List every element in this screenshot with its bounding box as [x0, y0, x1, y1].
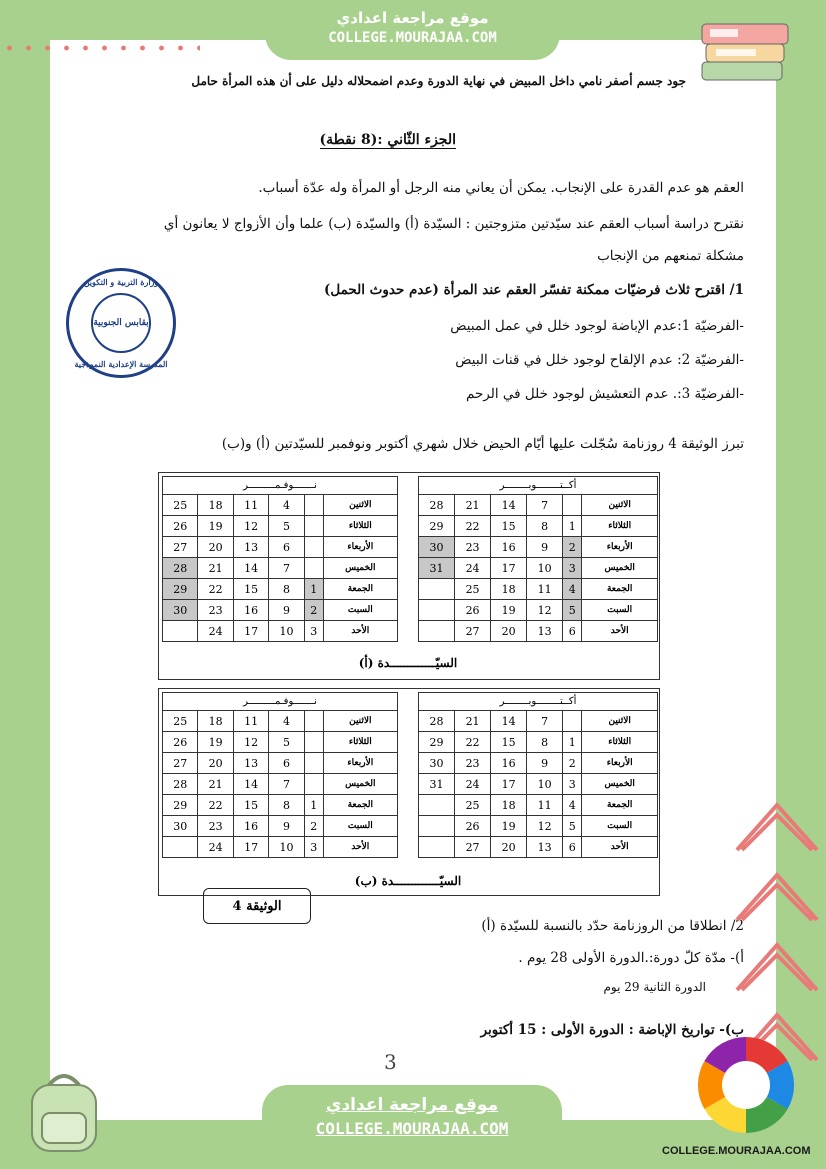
calendar-cell [419, 579, 455, 600]
calendar-cell: 11 [527, 579, 563, 600]
calendar-cell: 3 [563, 774, 582, 795]
calendar-cell: 10 [269, 621, 304, 642]
calendar-cell: 30 [419, 537, 455, 558]
weekday-label: الأحد [323, 837, 397, 858]
calendar-cell: 18 [491, 795, 527, 816]
calendar-cell [304, 558, 323, 579]
school-seal [66, 268, 176, 378]
calendar-cell: 14 [233, 558, 268, 579]
footer-site-tag[interactable]: COLLEGE.MOURAJAA.COM [662, 1145, 811, 1157]
calendar-cell [304, 537, 323, 558]
calendar-a-november [162, 476, 398, 642]
calendar-cell [563, 711, 582, 732]
document-label: الوثيقة 4 [203, 888, 311, 924]
hypothesis-2: -الفرضيّة 2: عدم الإلقاح لوجود خلل في قنات البيض [455, 352, 744, 368]
footer-banner[interactable] [262, 1085, 562, 1155]
calendar-cell: 27 [163, 537, 198, 558]
calendar-row [163, 600, 398, 621]
weekday-label: السبت [323, 816, 397, 837]
calendar-cell: 13 [527, 621, 563, 642]
calendar-cell: 13 [233, 753, 268, 774]
calendar-row [419, 558, 658, 579]
calendar-cell: 7 [269, 558, 304, 579]
calendar-cell: 10 [269, 837, 304, 858]
calendar-row [419, 774, 658, 795]
calendar-cell: 22 [198, 579, 233, 600]
weekday-label: الاثنين [582, 495, 658, 516]
calendar-row [419, 795, 658, 816]
calendar-cell: 24 [455, 774, 491, 795]
weekday-label: الأحد [582, 837, 658, 858]
calendar-cell: 31 [419, 774, 455, 795]
calendar-cell: 16 [491, 753, 527, 774]
calendar-cell: 8 [527, 516, 563, 537]
calendar-cell: 3 [304, 837, 323, 858]
calendar-cell: 29 [163, 579, 198, 600]
calendar-cell: 9 [527, 537, 563, 558]
calendar-cell: 22 [455, 732, 491, 753]
calendar-cell: 14 [491, 711, 527, 732]
calendar-cell: 20 [491, 621, 527, 642]
calendar-cell: 15 [233, 795, 268, 816]
hypothesis-1: -الفرضيّة 1:عدم الإباضة لوجود خلل في عمل المبيض [450, 318, 744, 334]
calendar-cell [304, 732, 323, 753]
calendar-cell: 10 [527, 558, 563, 579]
weekday-label: الثلاثاء [582, 732, 658, 753]
calendar-cell: 8 [269, 579, 304, 600]
answer-2b: ب)- تواريخ الإباضة : الدورة الأولى : 15 أكتوبر [480, 1022, 744, 1038]
calendar-row [163, 558, 398, 579]
weekday-label: الأحد [323, 621, 397, 642]
calendar-cell: 21 [198, 774, 233, 795]
weekday-label: الأربعاء [582, 753, 658, 774]
calendar-cell: 8 [269, 795, 304, 816]
calendar-a-october [418, 476, 658, 642]
answer-2a-second: الدورة الثانية 29 يوم [603, 980, 706, 994]
calendar-cell: 30 [419, 753, 455, 774]
weekday-label: الثلاثاء [323, 516, 397, 537]
calendar-row [163, 753, 398, 774]
calendar-cell: 12 [233, 732, 268, 753]
calendar-cell: 11 [233, 711, 268, 732]
calendar-row [419, 816, 658, 837]
hypothesis-3: -الفرضيّة 3:. عدم التعشيش لوجود خلل في الرحم [465, 386, 744, 402]
calendar-row [419, 732, 658, 753]
footer-site-url[interactable]: COLLEGE.MOURAJAA.COM [315, 1119, 509, 1138]
top-line: جود جسم أصفر نامي داخل المبيض في نهاية الدورة وعدم اضمحلاله دليل على أن هذه المرأة حامل [191, 74, 686, 88]
calendar-cell: 28 [163, 558, 198, 579]
question-2: 2/ انطلاقا من الروزنامة حدّد بالنسبة للسيّدة (أ) [481, 918, 744, 934]
calendar-cell: 26 [163, 516, 198, 537]
calendar-cell: 19 [491, 816, 527, 837]
calendar-cell: 3 [563, 558, 582, 579]
calendar-cell: 30 [163, 816, 198, 837]
books-icon [696, 12, 796, 92]
weekday-label: الجمعة [582, 795, 658, 816]
calendar-cell: 26 [455, 600, 491, 621]
answer-2a: أ)- مدّة كلّ دورة:.الدورة الأولى 28 يوم . [518, 950, 744, 966]
month-label: نـــــــوفـمـــــــــر [163, 477, 398, 495]
calendar-cell: 2 [563, 753, 582, 774]
calendar-cell: 12 [527, 816, 563, 837]
calendar-cell: 6 [563, 837, 582, 858]
calendar-cell: 7 [527, 711, 563, 732]
calendar-row [419, 621, 658, 642]
calendar-cell: 1 [563, 516, 582, 537]
calendar-cell: 24 [455, 558, 491, 579]
calendar-cell: 12 [233, 516, 268, 537]
calendar-cell: 13 [233, 537, 268, 558]
calendar-cell: 15 [491, 732, 527, 753]
calendar-cell: 4 [563, 795, 582, 816]
calendar-cell: 28 [419, 495, 455, 516]
calendar-cell [419, 621, 455, 642]
calendar-cell: 7 [269, 774, 304, 795]
calendar-cell: 17 [233, 621, 268, 642]
footer-site-name: موقع مراجعة اعدادي [325, 1095, 499, 1115]
weekday-label: الخميس [323, 774, 397, 795]
calendar-cell: 13 [527, 837, 563, 858]
site-name: موقع مراجعة اعدادي [336, 9, 489, 27]
calendar-cell: 17 [491, 774, 527, 795]
page-number: 3 [384, 1050, 397, 1074]
calendar-cell: 29 [163, 795, 198, 816]
calendar-cell: 27 [163, 753, 198, 774]
calendar-cell: 10 [527, 774, 563, 795]
calendar-cell: 1 [304, 579, 323, 600]
calendar-cell: 27 [455, 837, 491, 858]
calendar-cell: 11 [527, 795, 563, 816]
calendar-cell [163, 621, 198, 642]
calendar-cell: 23 [455, 753, 491, 774]
calendar-cell: 29 [419, 732, 455, 753]
calendar-row [163, 795, 398, 816]
calendar-cell: 26 [163, 732, 198, 753]
calendar-row [163, 621, 398, 642]
calendar-row [419, 516, 658, 537]
calendar-row [163, 732, 398, 753]
calendar-cell: 2 [304, 816, 323, 837]
calendar-cell: 21 [455, 495, 491, 516]
calendar-cell: 22 [198, 795, 233, 816]
calendar-cell: 15 [491, 516, 527, 537]
calendar-cell: 25 [163, 495, 198, 516]
calendar-b-october [418, 692, 658, 858]
calendar-cell: 24 [198, 837, 233, 858]
calendar-cell: 4 [563, 579, 582, 600]
calendar-cell: 5 [563, 816, 582, 837]
calendar-cell: 23 [455, 537, 491, 558]
calendar-cell: 14 [491, 495, 527, 516]
education-wheel-icon [696, 1035, 796, 1135]
calendar-cell: 28 [163, 774, 198, 795]
calendar-cell: 14 [233, 774, 268, 795]
calendar-row [419, 753, 658, 774]
weekday-label: الأربعاء [582, 537, 658, 558]
weekday-label: السبت [582, 816, 658, 837]
calendar-row [419, 537, 658, 558]
calendar-row [163, 711, 398, 732]
weekday-label: الاثنين [323, 711, 397, 732]
calendar-cell [163, 837, 198, 858]
seal-ring-text: وزارة التربية و التكوين [83, 277, 159, 287]
calendar-cell: 20 [198, 537, 233, 558]
calendar-cell: 16 [491, 537, 527, 558]
calendar-cell: 5 [563, 600, 582, 621]
weekday-label: الجمعة [323, 795, 397, 816]
calendar-cell [304, 495, 323, 516]
calendar-cell: 16 [233, 600, 268, 621]
weekday-label: الثلاثاء [323, 732, 397, 753]
question-1: 1/ اقترح ثلاث فرضيّات ممكنة تفسّر العقم عند المرأة (عدم حدوث الحمل) [323, 282, 744, 298]
calendar-row [419, 711, 658, 732]
calendar-cell: 19 [198, 516, 233, 537]
calendar-cell: 18 [198, 711, 233, 732]
calendar-cell: 26 [455, 816, 491, 837]
calendar-cell [419, 816, 455, 837]
calendar-cell: 22 [455, 516, 491, 537]
weekday-label: السبت [323, 600, 397, 621]
calendar-row [163, 837, 398, 858]
weekday-label: الجمعة [582, 579, 658, 600]
calendar-row [419, 579, 658, 600]
calendar-cell: 2 [563, 537, 582, 558]
calendar-cell: 27 [455, 621, 491, 642]
calendar-cell: 19 [198, 732, 233, 753]
calendar-row [163, 495, 398, 516]
calendar-cell: 5 [269, 516, 304, 537]
calendar-cell: 25 [163, 711, 198, 732]
calendar-row [163, 816, 398, 837]
month-label: أكــتــــــــوبــــــــر [419, 693, 658, 711]
calendar-b-november [162, 692, 398, 858]
calendar-cell: 1 [563, 732, 582, 753]
decorative-dots [0, 44, 200, 52]
calendar-cell: 6 [269, 537, 304, 558]
calendar-cell: 4 [269, 711, 304, 732]
calendar-cell [304, 711, 323, 732]
calendar-cell: 25 [455, 579, 491, 600]
intro-line-3: مشكلة تمنعهم من الإنجاب [597, 248, 744, 264]
site-url[interactable]: COLLEGE.MOURAJAA.COM [328, 30, 497, 46]
weekday-label: الخميس [582, 558, 658, 579]
calendar-cell: 2 [304, 600, 323, 621]
calendar-cell: 31 [419, 558, 455, 579]
calendar-cell: 21 [455, 711, 491, 732]
calendar-cell [419, 600, 455, 621]
calendar-cell [563, 495, 582, 516]
calendar-cell: 5 [269, 732, 304, 753]
calendar-cell: 15 [233, 579, 268, 600]
calendar-cell: 24 [198, 621, 233, 642]
calendar-row [163, 537, 398, 558]
calendar-cell: 9 [527, 753, 563, 774]
weekday-label: السبت [582, 600, 658, 621]
calendar-cell: 11 [233, 495, 268, 516]
seal-bottom-text: المدرسة الإعدادية النموذجية [74, 359, 168, 369]
calendar-cell: 9 [269, 816, 304, 837]
calendar-cell: 23 [198, 600, 233, 621]
intro-line-1: العقم هو عدم القدرة على الإنجاب. يمكن أن يعاني منه الرجل أو المرأة وله عدّة أسباب. [258, 180, 744, 196]
calendar-row [419, 837, 658, 858]
header-banner[interactable] [265, 0, 560, 60]
calendar-cell: 17 [491, 558, 527, 579]
seal-inner-text: بقابس الجنوبية [91, 293, 151, 353]
calendar-cell: 20 [491, 837, 527, 858]
calendar-cell: 6 [269, 753, 304, 774]
calendar-cell: 17 [233, 837, 268, 858]
calendar-a-caption: السيّـــــــــــــدة (أ) [358, 656, 458, 670]
calendar-cell: 19 [491, 600, 527, 621]
weekday-label: الخميس [582, 774, 658, 795]
calendar-cell: 3 [304, 621, 323, 642]
calendar-cell: 21 [198, 558, 233, 579]
calendar-row [163, 774, 398, 795]
calendar-cell: 25 [455, 795, 491, 816]
month-label: أكــتــــــــوبــــــــر [419, 477, 658, 495]
calendar-cell [419, 837, 455, 858]
calendar-cell: 9 [269, 600, 304, 621]
calendar-cell: 1 [304, 795, 323, 816]
weekday-label: الخميس [323, 558, 397, 579]
weekday-label: الأربعاء [323, 537, 397, 558]
document-intro: تبرز الوثيقة 4 روزنامة سُجّلت عليها أيّام الحيض خلال شهري أكتوبر ونوفمبر للسيّدتين (أ) و(ب) [221, 436, 744, 452]
calendar-cell: 4 [269, 495, 304, 516]
calendar-cell: 7 [527, 495, 563, 516]
weekday-label: الاثنين [323, 495, 397, 516]
part-title: الجزء الثّاني :(8 نقطة) [319, 132, 456, 148]
calendar-cell [419, 795, 455, 816]
calendar-row [163, 579, 398, 600]
backpack-icon [14, 1065, 114, 1155]
calendar-cell: 28 [419, 711, 455, 732]
calendar-row [419, 600, 658, 621]
weekday-label: الأربعاء [323, 753, 397, 774]
weekday-label: الأحد [582, 621, 658, 642]
weekday-label: الثلاثاء [582, 516, 658, 537]
calendar-cell [304, 753, 323, 774]
calendar-cell: 29 [419, 516, 455, 537]
month-label: نـــــــوفـمـــــــــر [163, 693, 398, 711]
calendar-cell: 30 [163, 600, 198, 621]
calendar-row [419, 495, 658, 516]
weekday-label: الاثنين [582, 711, 658, 732]
calendar-cell: 18 [491, 579, 527, 600]
calendar-cell [304, 774, 323, 795]
intro-line-2: نقترح دراسة أسباب العقم عند سيّدتين متزوجتين : السيّدة (أ) والسيّدة (ب) علما وأن الأزواج لا يعانون أي [163, 216, 744, 232]
calendar-cell: 6 [563, 621, 582, 642]
calendar-cell: 12 [527, 600, 563, 621]
calendar-cell: 23 [198, 816, 233, 837]
calendar-cell: 18 [198, 495, 233, 516]
calendar-row [163, 516, 398, 537]
calendar-cell: 20 [198, 753, 233, 774]
calendar-cell: 8 [527, 732, 563, 753]
weekday-label: الجمعة [323, 579, 397, 600]
calendar-b-caption: السيّـــــــــــــدة (ب) [354, 874, 462, 888]
calendar-cell: 16 [233, 816, 268, 837]
calendar-cell [304, 516, 323, 537]
